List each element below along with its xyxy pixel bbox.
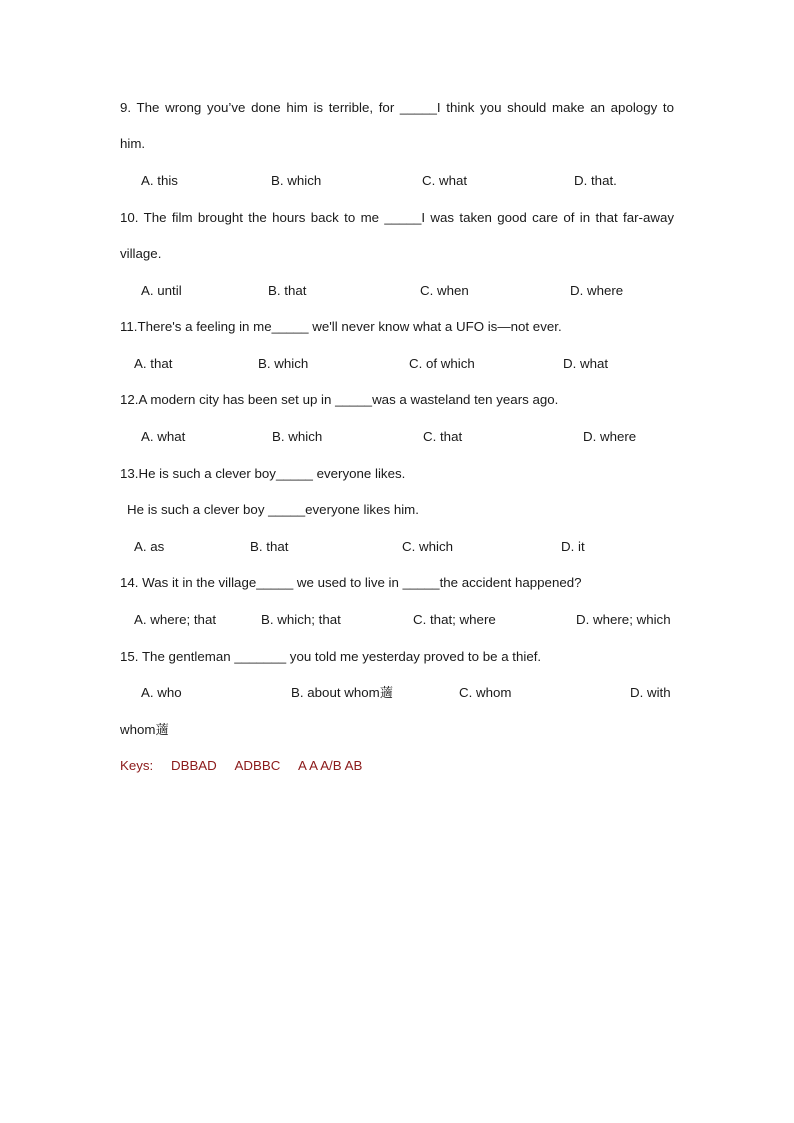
keys-group-1: DBBAD [170, 758, 217, 773]
question-10-option-b: B. that [268, 283, 307, 298]
keys-group-3: A A A/B AB [298, 758, 363, 773]
keys-group-2: ADBBC [234, 758, 281, 773]
question-12-option-b: B. which [272, 429, 323, 444]
question-13-stem-line2: He is such a clever boy _____everyone likes him. [127, 502, 419, 517]
question-13-option-c: C. which [402, 539, 453, 554]
question-9-option-c: C. what [422, 173, 468, 188]
question-12-option-c: C. that [423, 429, 463, 444]
question-15-stem: 15. The gentleman _______ you told me yesterday proved to be a thief. [120, 649, 542, 664]
question-15-option-d: D. with [630, 685, 671, 700]
question-14-option-c: C. that; where [413, 612, 496, 627]
question-13-stem-line1: 13.He is such a clever boy_____ everyone likes. [120, 466, 406, 481]
question-9-option-b: B. which [271, 173, 322, 188]
question-10-option-c: C. when [420, 283, 469, 298]
question-14-option-b: B. which; that [261, 612, 341, 627]
answer-keys [120, 757, 376, 775]
question-11-option-c: C. of which [409, 356, 475, 371]
question-13-option-d: D. it [561, 539, 585, 554]
question-14-stem: 14. Was it in the village_____ we used to live in _____the accident happened? [120, 575, 582, 590]
question-11-option-a: A. that [134, 356, 173, 371]
keys-label: Keys: [120, 758, 154, 773]
question-9-option-a: A. this [141, 173, 178, 188]
question-12-option-d: D. where [583, 429, 637, 444]
question-9-option-d: D. that. [574, 173, 617, 188]
question-10-stem-line1: 10. The film brought the hours back to me _____I was taken good care of in that far-away [120, 210, 674, 225]
question-13-option-b: B. that [250, 539, 289, 554]
question-15-option-a: A. who [141, 685, 182, 700]
question-10-option-a: A. until [141, 283, 182, 298]
question-12-option-a: A. what [141, 429, 186, 444]
question-10-option-d: D. where [570, 283, 624, 298]
question-15-option-c: C. whom [459, 685, 512, 700]
question-9-stem-line2: him. [120, 136, 146, 151]
question-10-stem-line2: village. [120, 246, 162, 261]
question-13-option-a: A. as [134, 539, 165, 554]
question-14-option-a: A. where; that [134, 612, 217, 627]
question-15-option-d-continuation: whom藡 [120, 722, 169, 737]
question-12-stem: 12.A modern city has been set up in _____was a wasteland ten years ago. [120, 392, 559, 407]
question-11-option-b: B. which [258, 356, 309, 371]
question-15-option-b: B. about whom藡 [291, 685, 393, 700]
question-11-option-d: D. what [563, 356, 609, 371]
question-11-stem: 11.There's a feeling in me_____ we'll never know what a UFO is—not ever. [120, 319, 562, 334]
question-14-option-d: D. where; which [576, 612, 671, 627]
question-9-stem-line1: 9. The wrong you’ve done him is terrible, for _____I think you should make an apology to [120, 100, 674, 115]
